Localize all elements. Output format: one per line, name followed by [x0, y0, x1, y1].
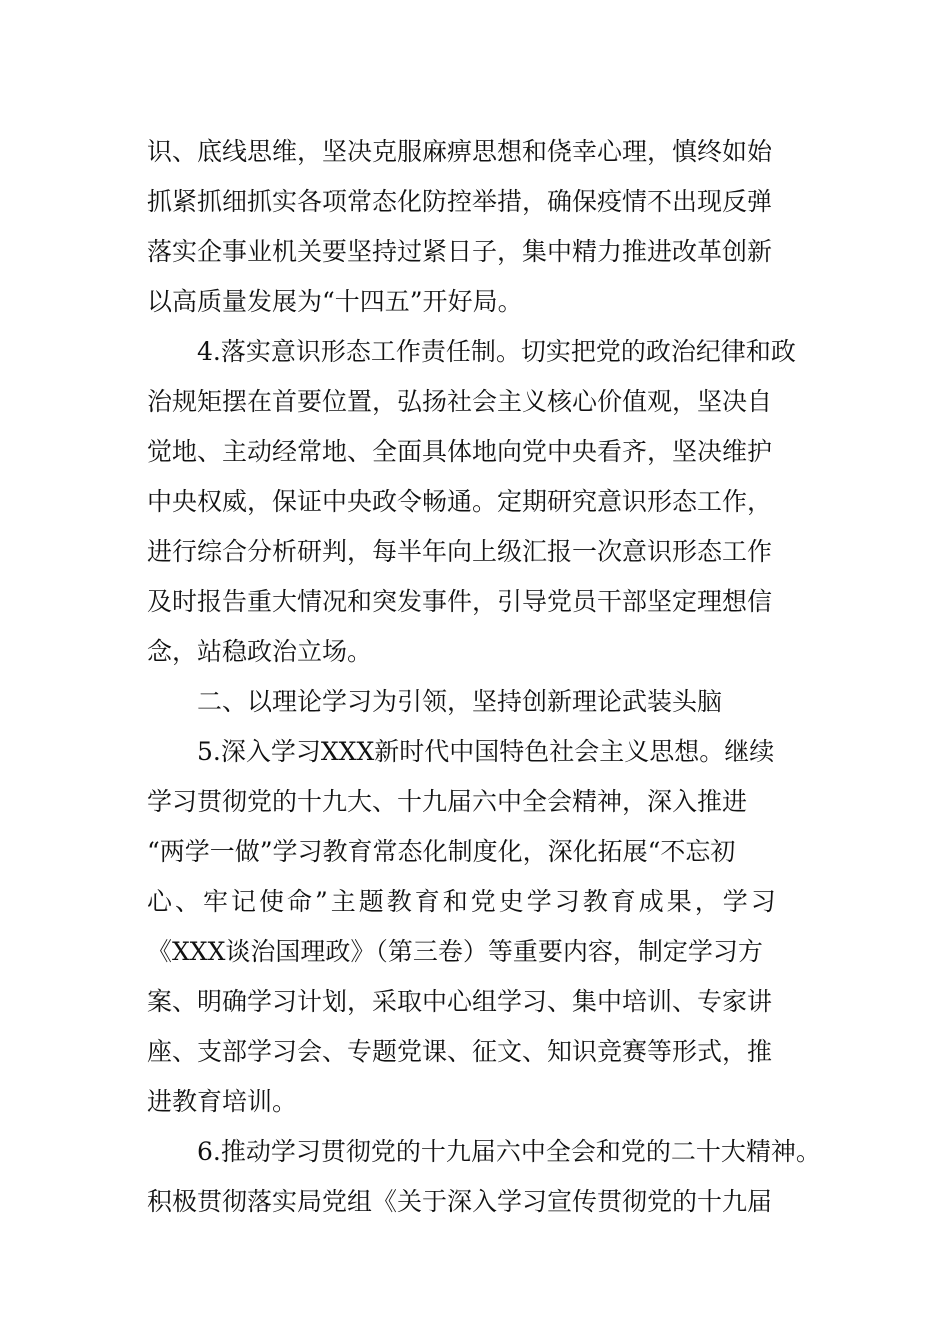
text-line: 进行综合分析研判，每半年向上级汇报一次意识形态工作	[147, 537, 773, 566]
item-5-title-line: 5.深入学习XXX新时代中国特色社会主义思想。继续	[197, 737, 775, 766]
text-line: 中央权威，保证中央政令畅通。定期研究意识形态工作，	[147, 487, 773, 516]
text-line: 抓紧抓细抓实各项常态化防控举措，确保疫情不出现反弹	[147, 187, 773, 216]
text-line: 识、底线思维，坚决克服麻痹思想和侥幸心理，慎终如始	[147, 137, 773, 166]
item-6-title-line: 6.推动学习贯彻党的十九届六中全会和党的二十大精神。	[197, 1137, 821, 1166]
text-line: 学习贯彻党的十九大、十九届六中全会精神，深入推进	[147, 787, 748, 816]
text-line: 案、明确学习计划，采取中心组学习、集中培训、专家讲	[147, 987, 773, 1016]
text-line: 心、牢记使命”主题教育和党史学习教育成果，学习	[147, 887, 779, 916]
text-line: 座、支部学习会、专题党课、征文、知识竞赛等形式，推	[147, 1037, 773, 1066]
text-line: 进教育培训。	[147, 1087, 298, 1116]
text-line: 治规矩摆在首要位置，弘扬社会主义核心价值观，坚决自	[147, 387, 773, 416]
text-line: 落实企事业机关要坚持过紧日子，集中精力推进改革创新	[147, 237, 773, 266]
document-body	[147, 127, 827, 1227]
text-line: 觉地、主动经常地、全面具体地向党中央看齐，坚决维护	[147, 437, 773, 466]
text-line: “两学一做”学习教育常态化制度化，深化拓展“不忘初	[147, 837, 736, 866]
section-heading: 二、以理论学习为引领，坚持创新理论武装头脑	[197, 687, 723, 716]
text-line: 《XXX谈治国理政》（第三卷）等重要内容，制定学习方	[147, 937, 763, 966]
item-4-title-line: 4.落实意识形态工作责任制。切实把党的政治纪律和政	[197, 337, 796, 366]
text-line: 及时报告重大情况和突发事件，引导党员干部坚定理想信	[147, 587, 773, 616]
text-line: 以高质量发展为“十四五”开好局。	[147, 287, 523, 316]
text-line: 念，站稳政治立场。	[147, 637, 373, 666]
text-line: 积极贯彻落实局党组《关于深入学习宣传贯彻党的十九届	[147, 1187, 773, 1216]
